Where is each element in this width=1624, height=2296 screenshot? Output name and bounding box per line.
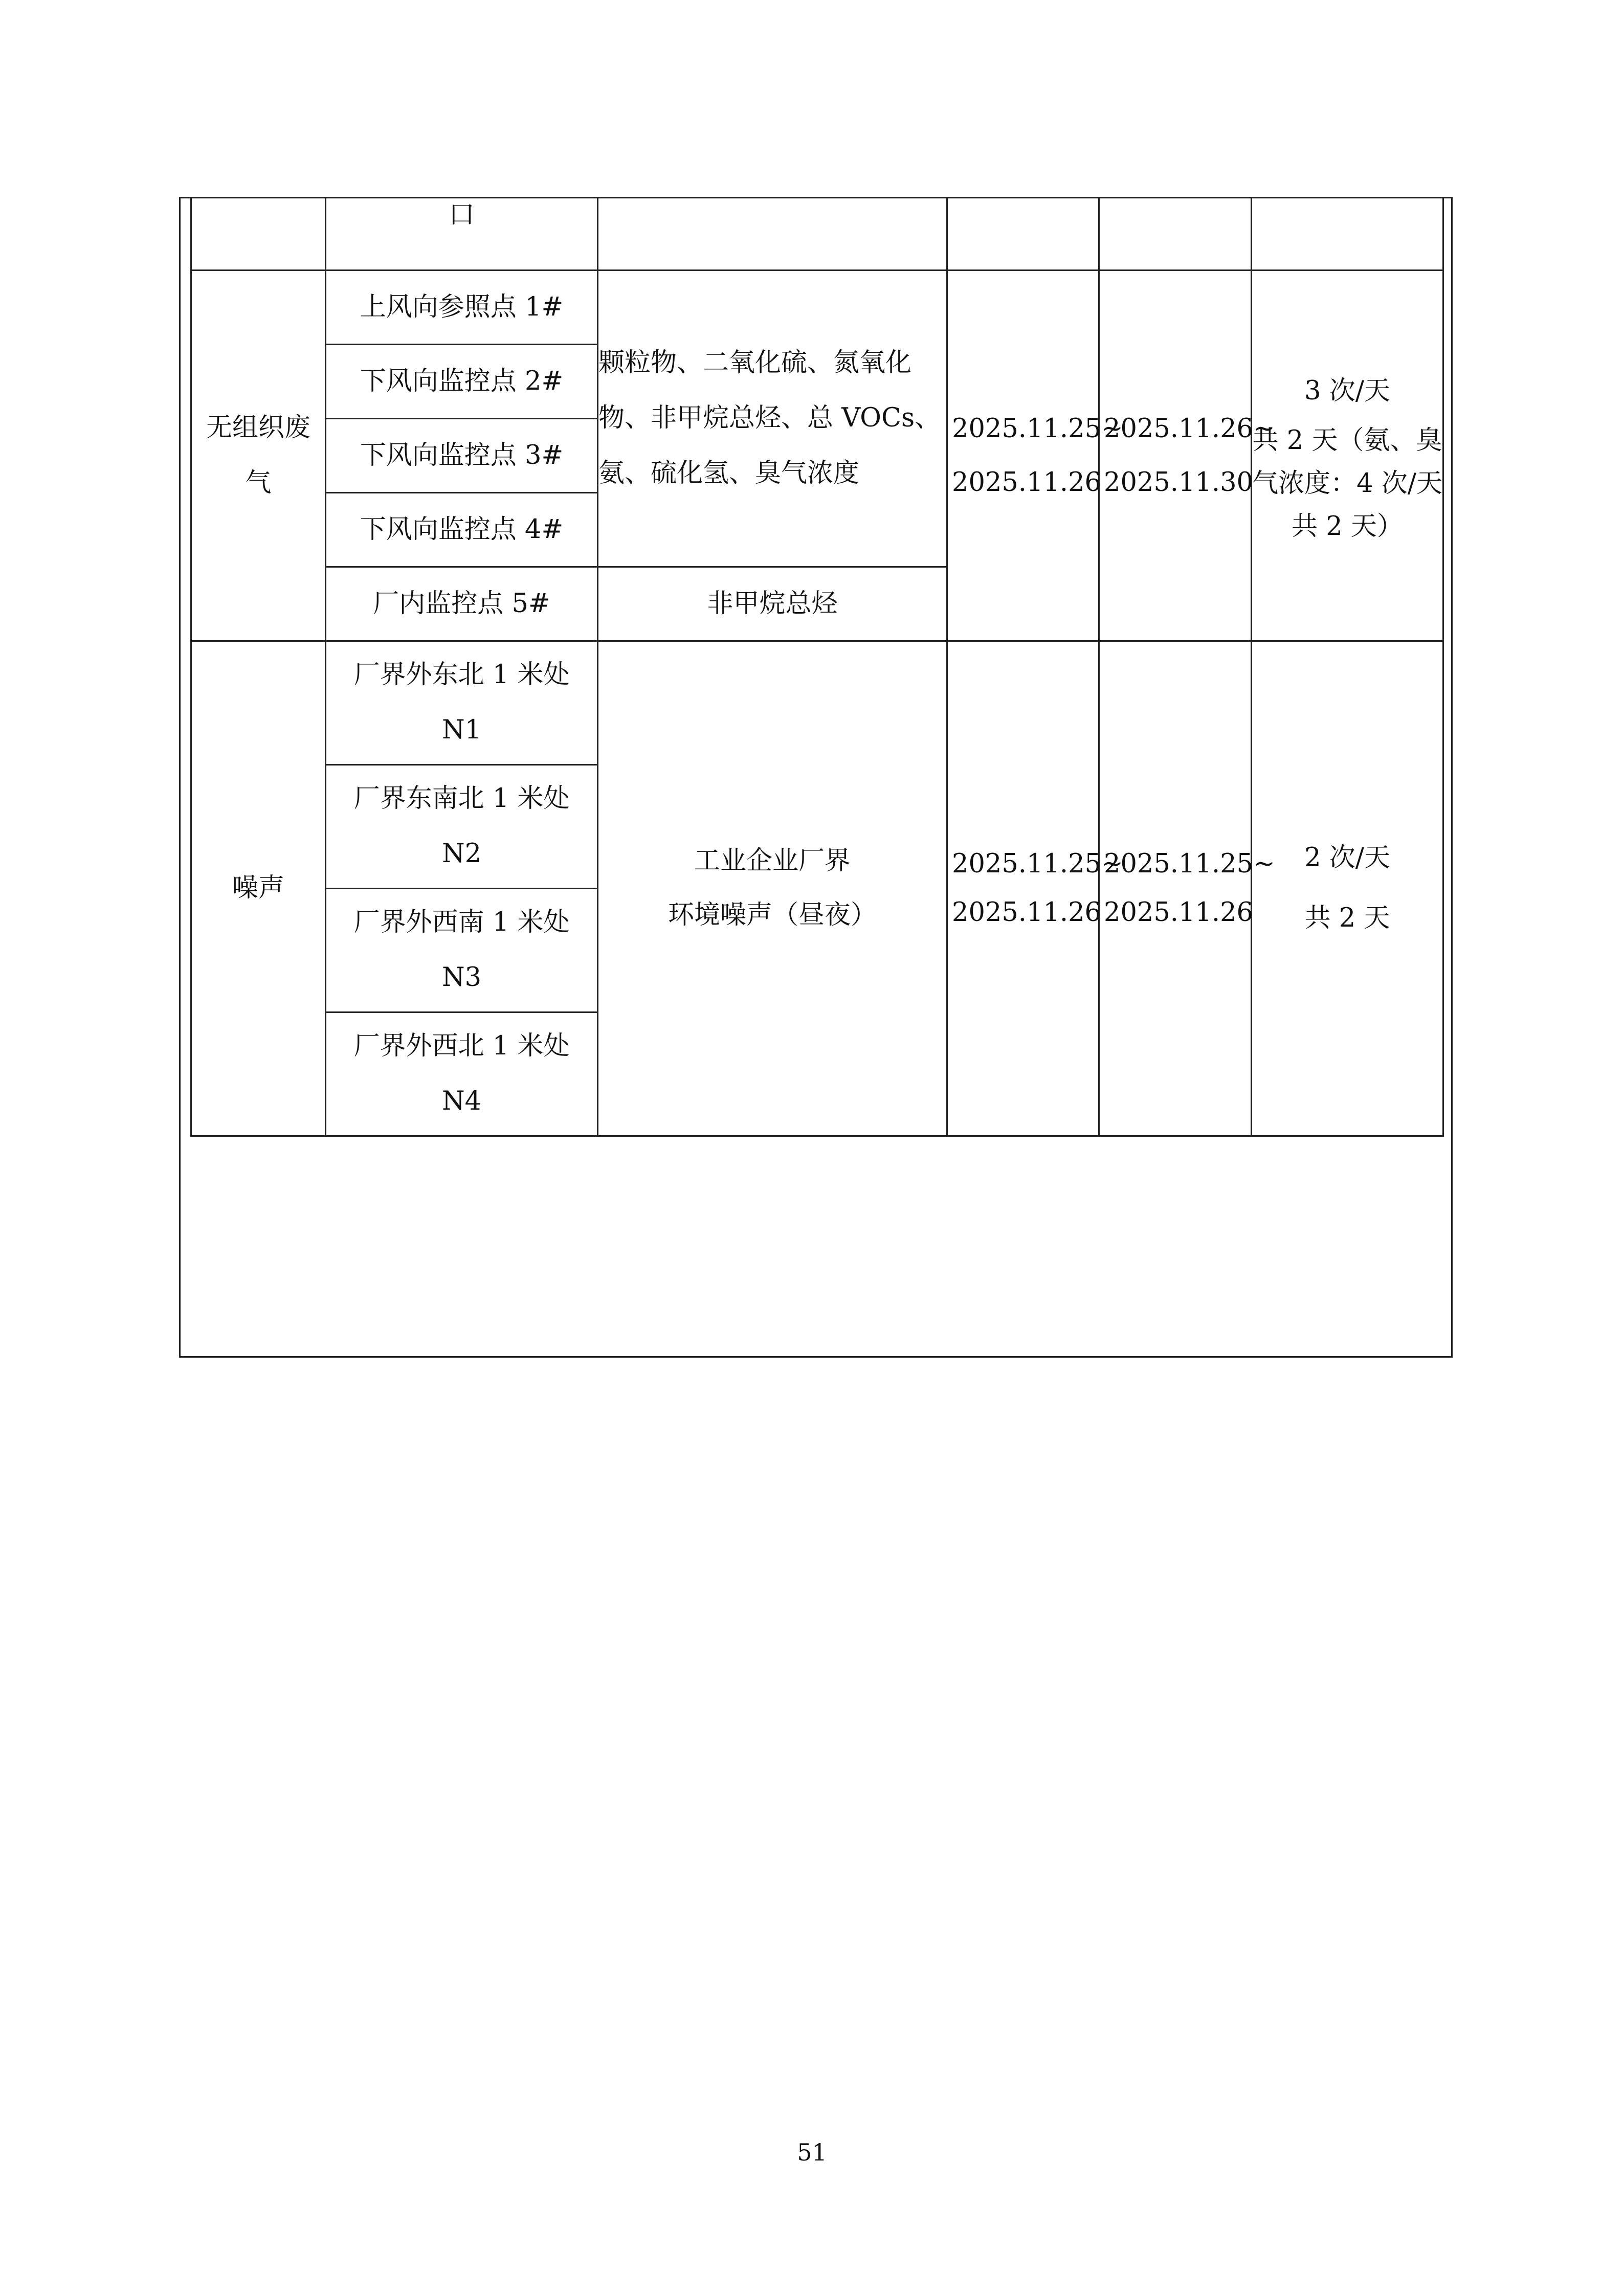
point-cell bbox=[326, 1012, 598, 1136]
table-cell bbox=[1099, 197, 1252, 270]
point-name: 厂界外西北 1 米处 bbox=[353, 1031, 570, 1061]
point-cell bbox=[326, 641, 598, 764]
point-cell bbox=[326, 888, 598, 1012]
sampling-date-cell: 2025.11.25~ 2025.11.26 bbox=[947, 270, 1099, 641]
frequency-cell bbox=[1252, 641, 1443, 1136]
table-row bbox=[191, 641, 1443, 764]
table-cell bbox=[1252, 197, 1443, 270]
point-cell: 厂内监控点 5# bbox=[326, 567, 598, 641]
frequency-cell bbox=[1252, 270, 1443, 641]
point-cell: 下风向监控点 2# bbox=[326, 344, 598, 418]
page-number: 51 bbox=[797, 2139, 827, 2166]
point-cell bbox=[326, 764, 598, 888]
point-code: N3 bbox=[441, 962, 482, 993]
table-cell bbox=[598, 197, 947, 270]
table-row bbox=[191, 270, 1443, 344]
point-code: N4 bbox=[441, 1086, 482, 1116]
point-name: 厂界外西南 1 米处 bbox=[353, 907, 570, 937]
point-name: 厂界东南北 1 米处 bbox=[353, 783, 570, 814]
category-cell: 无组织废气 bbox=[191, 270, 326, 641]
point-code: N2 bbox=[441, 839, 482, 869]
item-line: 工业企业厂界 bbox=[694, 846, 851, 876]
analysis-date-cell: 2025.11.25~ 2025.11.26 bbox=[1099, 641, 1252, 1136]
table-cell bbox=[947, 197, 1099, 270]
items-cell: 颗粒物、二氧化硫、氮氧化物、非甲烷总烃、总 VOCs、氨、硫化氢、臭气浓度 bbox=[598, 270, 947, 567]
point-code: N1 bbox=[441, 715, 482, 745]
items-cell bbox=[598, 641, 947, 1136]
frequency-line: 共 2 天（氨、臭气浓度：4 次/天共 2 天） bbox=[1252, 425, 1442, 542]
point-name: 厂界外东北 1 米处 bbox=[353, 660, 570, 690]
point-cell: 上风向参照点 1# bbox=[326, 270, 598, 344]
table-cell bbox=[191, 197, 326, 270]
analysis-date-cell: 2025.11.26~ 2025.11.30 bbox=[1099, 270, 1252, 641]
point-cell: 下风向监控点 3# bbox=[326, 418, 598, 492]
frequency-line: 共 2 天 bbox=[1304, 903, 1390, 933]
frequency-line: 3 次/天 bbox=[1304, 375, 1390, 406]
point-cell: 下风向监控点 4# bbox=[326, 492, 598, 567]
frequency-line: 2 次/天 bbox=[1304, 843, 1390, 873]
table-row bbox=[191, 197, 1443, 270]
item-line: 环境噪声（昼夜） bbox=[668, 900, 877, 930]
category-cell: 噪声 bbox=[191, 641, 326, 1136]
sampling-date-cell: 2025.11.25~ 2025.11.26 bbox=[947, 641, 1099, 1136]
items-cell: 非甲烷总烃 bbox=[598, 567, 947, 641]
monitoring-table bbox=[190, 197, 1444, 1137]
table-cell: 口 bbox=[326, 197, 598, 270]
